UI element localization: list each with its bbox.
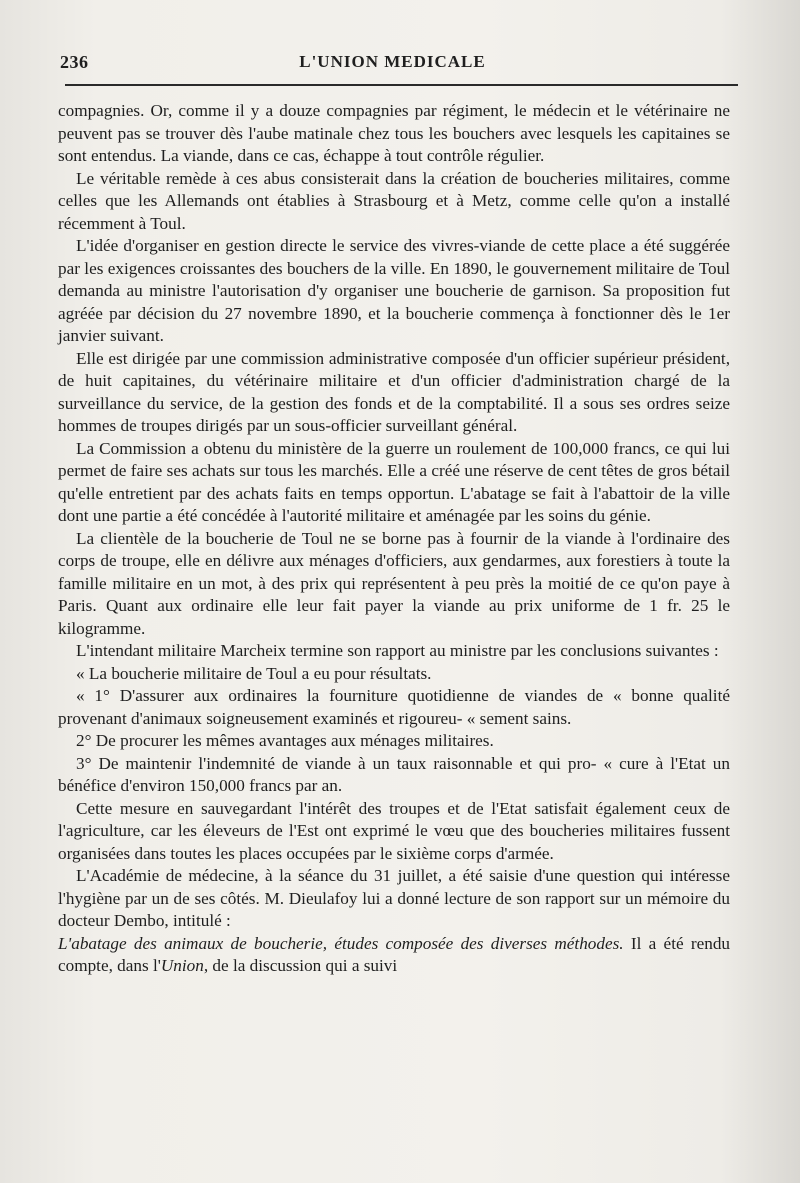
paragraph: L'idée d'organiser en gestion directe le service des vivres-viande de cette place a été suggérée par les exigences croissantes des bouchers de la ville. En 1890, le gouvernement militaire de Toul demanda au ministre l'autorisation d'y organiser une boucherie de garnison. Sa proposition fut agréée par décision du 27 novembre 1890, et la boucherie commença à fonctionner dès le 1er janvier suivant. [58,236,730,345]
final-tail: , de la discussion qui a suivi [203,956,398,975]
final-paragraph [58,933,730,978]
paragraph: La clientèle de la boucherie de Toul ne se borne pas à fournir de la viande à l'ordinaire des corps de troupe, elle en délivre aux ménages d'officiers, aux gendarmes, aux forestiers à toute la famille militaire en un mot, à des prix qui représentent à peu près la moitié de ce qu'on paye à Paris. Quant aux ordinaire elle leur fait payer la viande au prix uniforme de 1 fr. 25 le kilogramme. [58,528,730,638]
journal-name: Union [160,956,204,975]
paragraph: L'intendant militaire Marcheix termine son rapport au ministre par les conclusions suivantes : [76,641,719,660]
paragraph: compagnies. Or, comme il y a douze compagnies par régiment, le médecin et le vétérinaire ne peuvent pas se trouver dès l'aube matinale chez tous les bouchers avec lesquels les capitaines se sont entendus. La viande, dans ce cas, échappe à tout contrôle régulier. [58,101,730,165]
final-text: Il a été rendu compte, dans l' [58,933,731,975]
header-rule [65,84,738,86]
paragraph: Le véritable remède à ces abus consisterait dans la création de boucheries militaires, comme celles que les Allemands ont établies à Strasbourg et à Metz, comme celle qu'on a installé récemment à Toul. [58,168,730,233]
paragraph: Cette mesure en sauvegardant l'intérêt des troupes et de l'Etat satisfait également ceux de l'agriculture, car les éleveurs de l'Est ont exprimé le vœu que des boucheries militaires fussent organisées dans toutes les places occupées par le sixième corps d'armée. [58,798,730,863]
memoir-title: L'abatage des animaux de boucherie, études composée des diverses méthodes. [58,933,624,953]
page-header [60,52,725,78]
quote-line: « 1° D'assurer aux ordinaires la fourniture quotidienne de viandes de « bonne qualité provenant d'animaux soigneusement examinés et rigoureu- « sement sains. [58,686,730,728]
paragraph: Elle est dirigée par une commission administrative composée d'un officier supérieur président, de huit capitaines, du vétérinaire militaire et d'un officier d'administration chargé de la surveillance du service, de la gestion des fonds et de la comptabilité. Il a sous ses ordres seize hommes de troupes dirigés par un sous-officier surveillant général. [58,348,730,435]
quote-line: 2° De procurer les mêmes avantages aux ménages militaires. [76,731,494,750]
running-title: L'UNION MEDICALE [299,52,486,71]
page-number: 236 [60,52,89,72]
body-text [58,100,730,978]
quote-line: « La boucherie militaire de Toul a eu pour résultats. [76,663,432,683]
paragraph: La Commission a obtenu du ministère de la guerre un roulement de 100,000 francs, ce qui lui permet de faire ses achats sur tous les marchés. Elle a créé une réserve de cent têtes de gros bétail qu'elle entretient par des achats faits en temps opportun. L'abatage se fait à l'abattoir de la ville dont une partie a été concédée à l'autorité militaire et aménagée par les soins du génie. [58,438,730,525]
quote-line: 3° De maintenir l'indemnité de viande à un taux raisonnable et qui pro- « cure à l'Etat un bénéfice d'environ 150,000 francs par an. [58,753,730,795]
paragraph: L'Académie de médecine, à la séance du 31 juillet, a été saisie d'une question qui intéresse l'hygiène par un de ses côtés. M. Dieulafoy lui a donné lecture de son rapport sur un mémoire du docteur Dembo, intitulé : [58,866,730,930]
